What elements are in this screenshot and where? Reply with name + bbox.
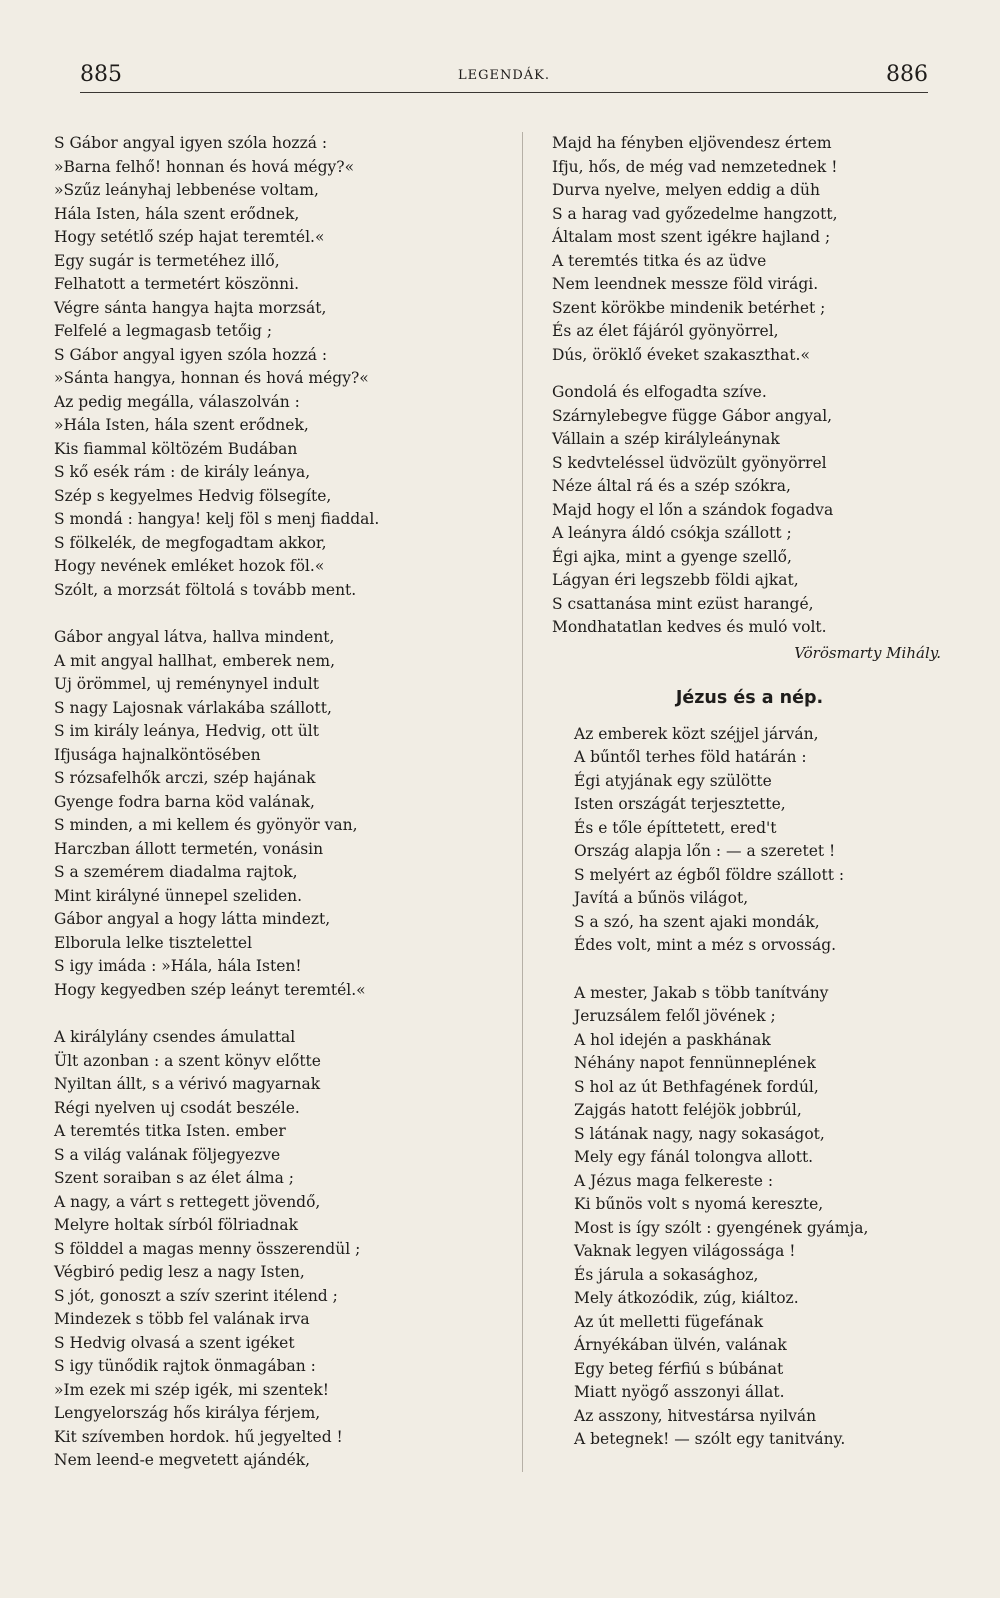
verse-line: Isten országát terjesztette, — [574, 795, 786, 813]
verse-line: S Hedvig olvasá a szent igéket — [54, 1333, 295, 1352]
verse-line: Az emberek közt széjjel járván, — [574, 724, 819, 743]
verse-line: Nem leend-e megvetett ajándék, — [54, 1451, 311, 1469]
verse-line: A Jézus maga felkereste : — [574, 1171, 774, 1190]
verse-line: Most is így szólt : gyengének gyámja, — [574, 1218, 869, 1237]
author-signature: Vörösmarty Mihály. — [794, 643, 941, 662]
verse-line: S a szemérem diadalma rajtok, — [54, 863, 298, 881]
verse-line: S látának nagy, nagy sokaságot, — [574, 1124, 825, 1143]
poem2-stanza-1 — [552, 723, 947, 958]
verse-line: Vállain a szép királyleánynak — [552, 430, 780, 448]
verse-line: Ki bűnös volt s nyomá kereszte, — [574, 1195, 824, 1213]
verse-line: A mit angyal hallhat, emberek nem, — [54, 651, 336, 670]
verse-line: S igy tünődik rajtok önmagában : — [54, 1357, 316, 1375]
verse-line: A mester, Jakab s több tanítvány — [574, 983, 829, 1002]
verse-line: S hol az út Bethfagének fordúl, — [574, 1077, 819, 1096]
verse-line: A leányra áldó csókja szállott ; — [552, 524, 792, 542]
verse-line: S kedvteléssel üdvözült gyönyörrel — [552, 453, 827, 472]
page-number-right: 886 — [886, 62, 928, 87]
verse-line: A királylány csendes ámulattal — [54, 1028, 296, 1046]
verse-line: »Hála Isten, hála szent erődnek, — [54, 416, 309, 434]
verse-line: A teremtés titka Isten. ember — [54, 1122, 286, 1140]
verse-line: Gábor angyal a hogy látta mindezt, — [54, 910, 331, 928]
verse-line: Ifjusága hajnalköntösében — [54, 745, 261, 764]
verse-line: Égi atyjának egy szülötte — [574, 771, 772, 790]
verse-line: Végbiró pedig lesz a nagy Isten, — [54, 1263, 305, 1281]
verse-line: Egy sugár is termetéhez illő, — [54, 251, 280, 270]
verse-line: Égi ajka, mint a gyenge szellő, — [552, 547, 792, 566]
verse-line: A bűntől terhes föld határán : — [574, 748, 807, 766]
verse-line: S jót, gonoszt a szív szerint itélend ; — [54, 1286, 338, 1305]
verse-line: És járula a sokasághoz, — [574, 1265, 759, 1284]
left-stanza-2 — [54, 626, 494, 1002]
verse-line: Gondolá és elfogadta szíve. — [552, 383, 767, 401]
verse-line: És e tőle építtetett, ered't — [574, 818, 777, 837]
verse-line: Uj örömmel, uj reménynyel indult — [54, 675, 319, 693]
verse-line: S a szó, ha szent ajaki mondák, — [574, 912, 820, 931]
verse-line: S igy imáda : »Hála, hála Isten! — [54, 957, 302, 975]
verse-line: Lengyelország hős királya férjem, — [54, 1404, 321, 1422]
verse-line: Melyre holtak sírból fölriadnak — [54, 1216, 298, 1234]
verse-line: Dús, öröklő éveket szakaszthat.« — [552, 345, 810, 364]
verse-line: »Barna felhő! honnan és hová mégy?« — [54, 157, 355, 176]
verse-line: Néhány napot fennünneplének — [574, 1054, 816, 1072]
verse-line: Jeruzsálem felől jövének ; — [574, 1007, 776, 1025]
verse-line: Vaknak legyen világossága ! — [574, 1242, 796, 1260]
verse-line: Gábor angyal látva, hallva mindent, — [54, 628, 335, 646]
page-header — [80, 62, 928, 93]
verse-line: S a világ valának följegyezve — [54, 1145, 281, 1164]
right-stanza-1 — [552, 132, 947, 367]
verse-line: »Szűz leányhaj lebbenése voltam, — [54, 181, 319, 199]
verse-line: S Gábor angyal igyen szóla hozzá : — [54, 345, 328, 364]
verse-line: Általam most szent igékre hajland ; — [552, 228, 831, 246]
verse-line: Kit szívemben hordok. hű jegyelted ! — [54, 1427, 343, 1446]
verse-line: Mondhatatlan kedves és muló volt. — [552, 618, 827, 636]
verse-line: S nagy Lajosnak várlakába szállott, — [54, 698, 332, 717]
right-column — [552, 132, 947, 1452]
column-divider — [522, 132, 523, 1472]
verse-line: Hála Isten, hála szent erődnek, — [54, 204, 300, 223]
left-stanza-3 — [54, 1026, 494, 1473]
verse-line: És az élet fájáról gyönyörrel, — [552, 322, 779, 340]
verse-line: »Sánta hangya, honnan és hová mégy?« — [54, 369, 369, 387]
verse-line: Majd ha fényben eljövendesz értem — [552, 134, 832, 152]
verse-line: Miatt nyögő asszonyi állat. — [574, 1383, 785, 1401]
verse-line: Ifju, hős, de még vad nemzetednek ! — [552, 157, 838, 176]
verse-line: S rózsafelhők arczi, szép hajának — [54, 769, 316, 787]
verse-line: S im király leánya, Hedvig, ott ült — [54, 722, 319, 740]
poem-title: Jézus és a nép. — [675, 687, 824, 708]
poem2-stanza-2 — [552, 982, 947, 1452]
verse-line: S mondá : hangya! kelj föl s menj fiaddal. — [54, 510, 380, 528]
verse-line: S melyért az égből földre szállott : — [574, 865, 845, 884]
verse-line: A nagy, a várt s rettegett jövendő, — [54, 1192, 321, 1211]
verse-line: Az asszony, hitvestársa nyilván — [574, 1406, 817, 1425]
verse-line: S a harag vad győzedelme hangzott, — [552, 204, 838, 223]
verse-line: Lágyan éri legszebb földi ajkat, — [552, 571, 799, 589]
verse-line: Majd hogy el lőn a szándok fogadva — [552, 500, 834, 519]
verse-line: Ült azonban : a szent könyv előtte — [54, 1051, 321, 1070]
verse-line: Hogy kegyedben szép leányt teremtél.« — [54, 980, 366, 999]
verse-line: Régi nyelven uj csodát beszéle. — [54, 1098, 300, 1117]
verse-line: Szólt, a morzsát föltolá s tovább ment. — [54, 580, 357, 599]
verse-line: Árnyékában ülvén, valának — [574, 1336, 787, 1354]
verse-line: Szárnylebegve függe Gábor angyal, — [552, 406, 833, 425]
verse-line: A teremtés titka és az üdve — [552, 251, 767, 270]
verse-line: Az út melletti fügefának — [574, 1312, 764, 1331]
verse-line: »Im ezek mi szép igék, mi szentek! — [54, 1380, 329, 1399]
right-stanza-2 — [552, 381, 947, 640]
verse-line: S földdel a magas menny összerendül ; — [54, 1239, 361, 1258]
verse-line: A hol idején a paskhának — [574, 1030, 771, 1049]
verse-line: Gyenge fodra barna köd valának, — [54, 792, 315, 811]
verse-line: Szép s kegyelmes Hedvig fölsegíte, — [54, 486, 332, 505]
verse-line: Szent körökbe mindenik betérhet ; — [552, 298, 826, 317]
verse-line: Mely átkozódik, zúg, kiáltoz. — [574, 1289, 799, 1307]
page-number-left: 885 — [80, 62, 122, 87]
verse-line: Végre sánta hangya hajta morzsát, — [54, 298, 327, 317]
verse-line: Felfelé a legmagasb tetőig ; — [54, 322, 273, 340]
verse-line: Kis fiammal költözém Budában — [54, 439, 298, 458]
running-title: LEGENDÁK. — [457, 68, 551, 83]
verse-line: Felhatott a termetért köszönni. — [54, 275, 300, 293]
verse-line: Elborula lelke tisztelettel — [54, 933, 253, 952]
verse-line: Mindezek s több fel valának irva — [54, 1310, 310, 1328]
verse-line: Hogy nevének emléket hozok föl.« — [54, 557, 325, 575]
verse-line: Zajgás hatott feléjök jobbrúl, — [574, 1101, 802, 1119]
verse-line: Szent soraiban s az élet álma ; — [54, 1169, 295, 1187]
verse-line: S minden, a mi kellem és gyönyör van, — [54, 816, 358, 834]
verse-line: Durva nyelve, melyen eddig a düh — [552, 181, 820, 199]
verse-line: Nyiltan állt, s a vérivó magyarnak — [54, 1075, 321, 1093]
verse-line: Mint királyné ünnepel szeliden. — [54, 886, 303, 905]
verse-line: Édes volt, mint a méz s orvosság. — [574, 936, 837, 954]
verse-line: Javítá a bűnös világot, — [574, 889, 749, 907]
verse-line: A betegnek! — szólt egy tanitvány. — [574, 1430, 846, 1448]
verse-line: Mely egy fánál tolongva allott. — [574, 1148, 814, 1166]
verse-line: S fölkelék, de megfogadtam akkor, — [54, 533, 327, 552]
verse-line: Néze által rá és a szép szókra, — [552, 477, 791, 495]
verse-line: Egy beteg férfiú s búbánat — [574, 1359, 784, 1378]
verse-line: Hogy setétlő szép hajat teremtél.« — [54, 228, 325, 246]
verse-line: Ország alapja lőn : — a szeretet ! — [574, 842, 836, 860]
left-stanza-1 — [54, 132, 494, 602]
verse-line: S csattanása mint ezüst harangé, — [552, 594, 814, 613]
verse-line: Az pedig megálla, válaszolván : — [54, 392, 300, 411]
left-column — [54, 132, 494, 1473]
verse-line: S Gábor angyal igyen szóla hozzá : — [54, 134, 328, 152]
verse-line: Nem leendnek messze föld virági. — [552, 275, 819, 293]
verse-line: S kő esék rám : de király leánya, — [54, 463, 311, 481]
verse-line: Harczban állott termetén, vonásin — [54, 839, 324, 858]
